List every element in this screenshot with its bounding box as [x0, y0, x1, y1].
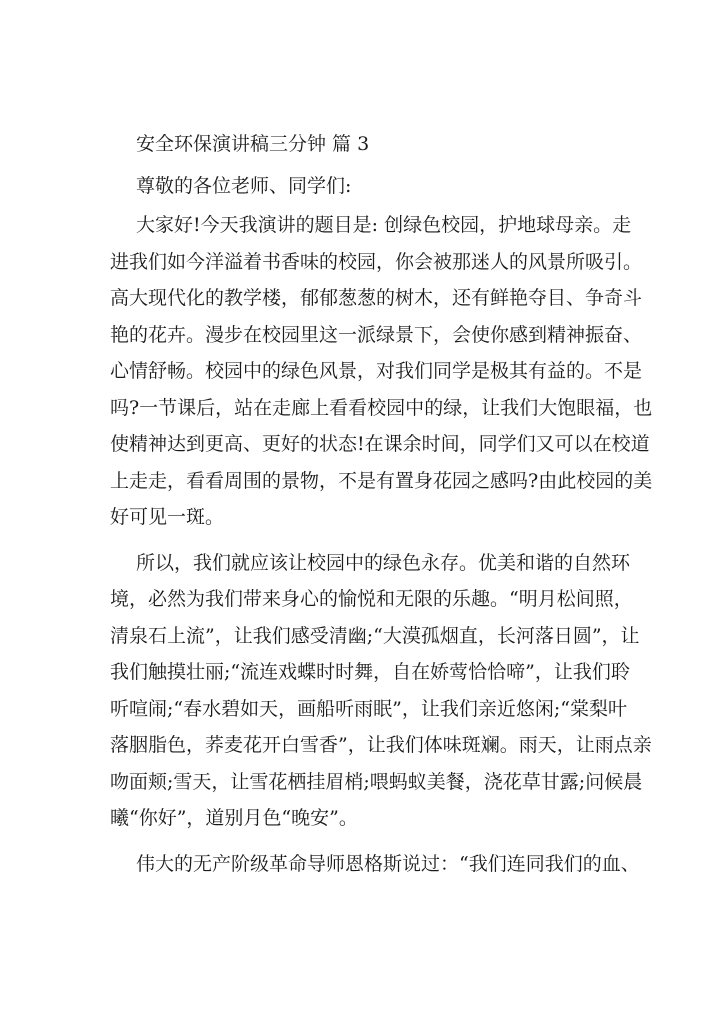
text-line: 听喧闹;“春水碧如天，画船听雨眠”，让我们亲近悠闲;“棠梨叶: [110, 697, 627, 720]
document-title: 安全环保演讲稿三分钟 篇 3: [136, 133, 370, 155]
text-line: 进我们如今洋溢着书香味的校园，你会被那迷人的风景所吸引。: [110, 250, 643, 273]
paragraph-2: [110, 545, 650, 837]
text-line: 境，必然为我们带来身心的愉悦和无限的乐趣。“明月松间照，: [110, 588, 633, 610]
paragraph-1: [110, 207, 653, 536]
text-line: 使精神达到更高、更好的状态!在课余时间，同学们又可以在校道: [110, 433, 650, 455]
paragraph-gap: [110, 536, 650, 545]
text-line: 我们触摸壮丽;“流连戏蝶时时舞，自在娇莺恰恰啼”，让我们聆: [110, 661, 630, 683]
text-line: 伟大的无产阶级革命导师恩格斯说过：“我们连同我们的血、: [136, 852, 640, 875]
document-body: [110, 207, 653, 882]
text-line: 高大现代化的教学楼，郁郁葱葱的树木，还有鲜艳夺目、争奇斗: [110, 287, 643, 309]
text-line: 心情舒畅。校园中的绿色风景，对我们同学是极其有益的。不是: [110, 360, 643, 382]
salutation: 尊敬的各位老师、同学们:: [136, 175, 352, 197]
text-line: 所以，我们就应该让校园中的绿色永存。优美和谐的自然环: [136, 551, 631, 574]
text-line: 落胭脂色，荞麦花开白雪香”，让我们体味斑斓。雨天，让雨点亲: [110, 734, 652, 756]
text-line: 吻面颊;雪天，让雪花栖挂眉梢;喂蚂蚁美餐，浇花草甘露;问候晨: [110, 770, 643, 793]
text-line: 曦“你好”，道别月色“晚安”。: [110, 807, 358, 829]
text-line: 吗?一节课后，站在走廊上看看校园中的绿，让我们大饱眼福，也: [110, 396, 653, 419]
text-line: 好可见一斑。: [110, 506, 225, 528]
paragraph-gap: [110, 837, 650, 846]
text-line: 艳的花卉。漫步在校园里这一派绿景下，会使你感到精神振奋、: [110, 323, 643, 346]
text-line: 清泉石上流”，让我们感受清幽;“大漠孤烟直，长河落日圆”，让: [110, 624, 640, 647]
paragraph-3: [110, 846, 650, 883]
text-line: 大家好!今天我演讲的题目是: 创绿色校园，护地球母亲。走: [136, 214, 632, 236]
document-header: [136, 128, 656, 202]
text-line: 上走走，看看周围的景物，不是有置身花园之感吗?由此校园的美: [110, 469, 653, 492]
